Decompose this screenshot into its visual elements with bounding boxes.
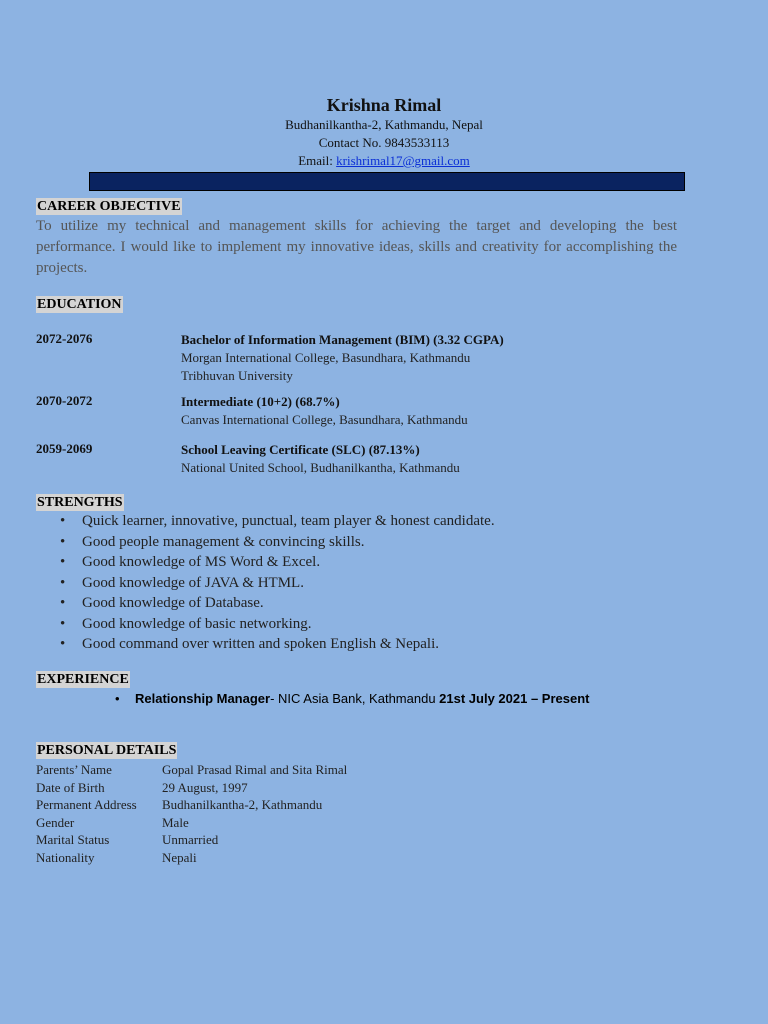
- education-heading: EDUCATION: [37, 297, 122, 312]
- education-years: 2070-2072: [36, 393, 93, 408]
- address-line: Budhanilkantha-2, Kathmandu, Nepal: [285, 117, 483, 132]
- bullet-icon: •: [60, 595, 66, 611]
- detail-label: Date of Birth: [36, 779, 105, 795]
- career-objective-text: To utilize my technical and management skills for achieving the target and developing the best performance. I would like to implement my innovative ideas, skills and creativity for accomplishing the projects.: [36, 218, 677, 276]
- email-label: Email:: [298, 153, 337, 168]
- detail-value: Male: [162, 814, 189, 830]
- experience-heading: EXPERIENCE: [37, 672, 129, 687]
- header-divider-bar: [89, 172, 685, 191]
- list-item: • Good command over written and spoken English & Nepali.: [56, 634, 495, 655]
- education-institution: National United School, Budhanilkantha, Kathmandu: [181, 460, 460, 475]
- detail-value: Budhanilkantha-2, Kathmandu: [162, 797, 323, 812]
- education-years: 2059-2069: [36, 441, 93, 456]
- education-university: Tribhuvan University: [181, 368, 293, 383]
- list-item: • Good knowledge of Database.: [56, 593, 495, 614]
- education-institution: Canvas International College, Basundhara, Kathmandu: [181, 412, 468, 427]
- education-degree: Bachelor of Information Management (BIM) (3.32 CGPA): [181, 332, 504, 347]
- detail-label: Parents’ Name: [36, 762, 112, 777]
- list-item: • Good people management & convincing skills.: [56, 532, 495, 553]
- bullet-icon: •: [60, 574, 66, 591]
- bullet-icon: •: [60, 533, 66, 550]
- detail-value: Unmarried: [162, 832, 219, 847]
- education-degree: School Leaving Certificate (SLC) (87.13%): [181, 442, 420, 457]
- email-line: [0, 152, 768, 170]
- education-degree: Intermediate (10+2) (68.7%): [181, 394, 340, 409]
- bullet-icon: •: [60, 554, 66, 570]
- education-institution: Morgan International College, Basundhara, Kathmandu: [181, 350, 471, 365]
- bullet-icon: •: [115, 691, 120, 706]
- bullet-icon: •: [60, 615, 66, 632]
- education-years: 2072-2076: [36, 331, 93, 346]
- candidate-name: Krishna Rimal: [326, 95, 442, 115]
- list-item: • Good knowledge of basic networking.: [56, 614, 495, 635]
- experience-period: 21st July 2021 – Present: [439, 691, 590, 706]
- email-link[interactable]: krishrimal17@gmail.com: [336, 153, 470, 168]
- experience-item: [115, 690, 590, 708]
- career-objective-heading: CAREER OBJECTIVE: [37, 199, 181, 214]
- detail-label: Nationality: [36, 849, 95, 865]
- strengths-list: [56, 511, 495, 655]
- detail-value: 29 August, 1997: [162, 779, 248, 795]
- personal-details-heading: PERSONAL DETAILS: [37, 743, 177, 758]
- bullet-icon: •: [60, 513, 66, 529]
- detail-value: Gopal Prasad Rimal and Sita Rimal: [162, 762, 348, 777]
- detail-value: Nepali: [162, 849, 197, 865]
- bullet-icon: •: [60, 636, 66, 652]
- experience-organization: - NIC Asia Bank, Kathmandu: [270, 691, 440, 706]
- experience-role: Relationship Manager: [135, 691, 271, 706]
- list-item: • Good knowledge of MS Word & Excel.: [56, 552, 495, 573]
- resume-header: [0, 94, 768, 170]
- list-item: • Good knowledge of JAVA & HTML.: [56, 573, 495, 594]
- list-item: • Quick learner, innovative, punctual, team player & honest candidate.: [56, 511, 495, 532]
- contact-line: Contact No. 9843533113: [318, 135, 450, 150]
- detail-label: Permanent Address: [36, 797, 137, 812]
- detail-label: Marital Status: [36, 832, 110, 847]
- detail-label: Gender: [36, 814, 75, 830]
- strengths-heading: STRENGTHS: [37, 495, 123, 510]
